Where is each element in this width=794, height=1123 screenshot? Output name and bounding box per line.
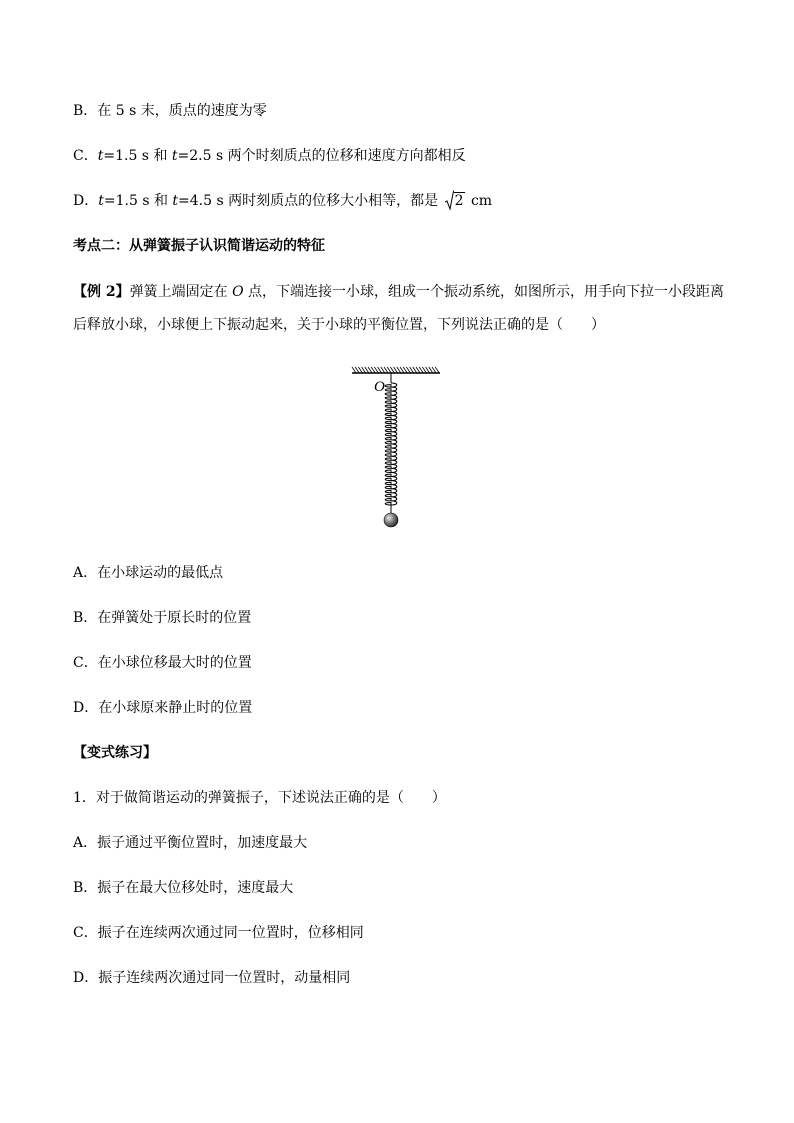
example2-option-d: D．在小球原来静止时的位置 — [73, 700, 253, 716]
example-tag: 【例 2】 — [73, 284, 130, 300]
ball — [384, 513, 398, 527]
spring-figure — [350, 365, 444, 531]
option-b-prev: B．在 5 s 末，质点的速度为零 — [73, 103, 267, 119]
example2-option-a: A．在小球运动的最低点 — [73, 565, 224, 581]
point-o-label: O — [374, 379, 385, 395]
practice-option-d: D．振子连续两次通过同一位置时，动量相同 — [73, 970, 351, 986]
option-d-prev: D．t=1.5 s 和 t=4.5 s 两时刻质点的位移大小相等，都是 2 cm — [73, 191, 492, 211]
example2-line2: 后释放小球，小球便上下振动起来，关于小球的平衡位置，下列说法正确的是（ ） — [73, 317, 605, 333]
example2-option-b: B．在弹簧处于原长时的位置 — [73, 610, 252, 626]
example2-option-c: C．在小球位移最大时的位置 — [73, 655, 252, 671]
ceiling — [352, 367, 440, 373]
example2-line1: 【例 2】弹簧上端固定在 O 点，下端连接一小球，组成一个振动系统，如图所示，用手向下拉一小段距离 — [73, 284, 725, 300]
practice-option-a: A．振子通过平衡位置时，加速度最大 — [73, 835, 308, 851]
practice-option-c: C．振子在连续两次通过同一位置时，位移相同 — [73, 925, 364, 941]
radical-sign — [445, 189, 454, 211]
section-heading: 考点二：从弹簧振子认识简谐运动的特征 — [73, 238, 325, 254]
practice-question-1: 1．对于做简谐运动的弹簧振子，下述说法正确的是（ ） — [73, 790, 446, 806]
sqrt-symbol: 2 — [445, 191, 465, 211]
practice-option-b: B．振子在最大位移处时，速度最大 — [73, 880, 294, 896]
practice-heading: 【变式练习】 — [73, 745, 157, 761]
option-c-prev: C．t=1.5 s 和 t=2.5 s 两个时刻质点的位移和速度方向都相反 — [73, 148, 466, 164]
spring-coil — [385, 383, 397, 505]
ceiling-hatching — [352, 367, 439, 373]
